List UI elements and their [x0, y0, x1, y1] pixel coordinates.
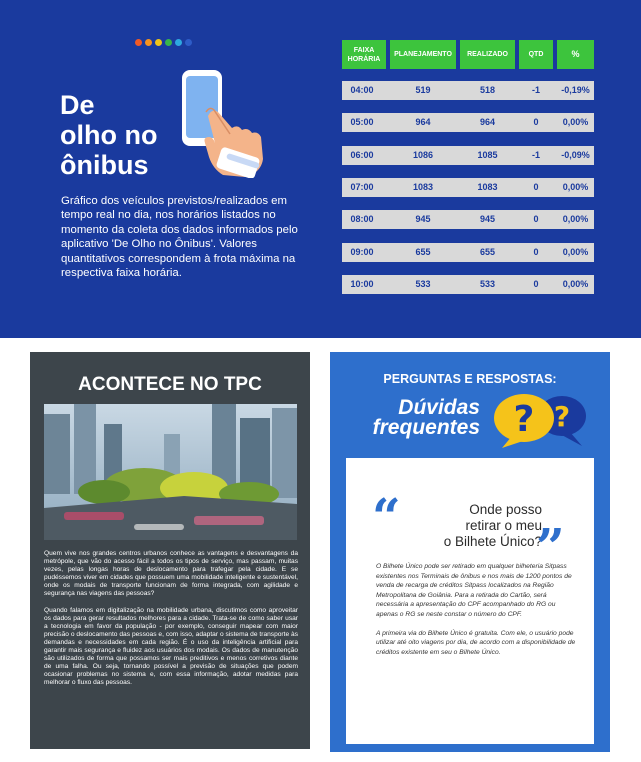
cell-faixa: 10:00 — [350, 279, 374, 289]
cell-percent: -0,09% — [561, 150, 590, 160]
dot-amber-icon — [145, 39, 152, 46]
cell-faixa: 04:00 — [350, 85, 374, 95]
hero-title-line-3: ônibus — [60, 150, 149, 180]
faq-question-line-1: Onde posso — [469, 502, 542, 517]
cell-qtd: 0 — [533, 182, 539, 192]
cell-qtd: 0 — [533, 214, 539, 224]
news-body — [44, 550, 298, 696]
faq-answer-paragraph-2: A primeira via do Bilhete Único é gratuita. Com ele, o usuário pode utilizar até oito viagens por dia, de acordo com a disponibilidade de créditos existente em seu o Bilhete Único. — [376, 629, 576, 656]
cell-percent: 0,00% — [562, 214, 589, 224]
table-row — [342, 243, 594, 262]
table-row — [342, 81, 594, 100]
cell-percent: 0,00% — [562, 117, 589, 127]
cell-planejamento: 519 — [415, 85, 431, 95]
faq-panel — [330, 352, 610, 752]
cell-realizado: 964 — [479, 117, 496, 127]
dot-green-icon — [165, 39, 172, 46]
news-heading: ACONTECE NO TPC — [78, 374, 262, 395]
cell-planejamento: 1083 — [412, 182, 434, 192]
faq-question-line-2: retirar o meu — [465, 518, 542, 533]
cell-realizado: 533 — [479, 279, 496, 289]
table-header-faixa: FAIXA HORÁRIA — [342, 40, 386, 69]
hero-title-line-1: De — [60, 90, 95, 120]
table-header-planejamento: PLANEJAMENTO — [390, 40, 456, 69]
faq-title-line-1: Dúvidas — [398, 396, 480, 419]
table-header-realizado: REALIZADO — [460, 40, 515, 69]
dot-orange-icon — [135, 39, 142, 46]
cell-planejamento: 1086 — [412, 150, 434, 160]
cell-qtd: 0 — [533, 247, 539, 257]
cell-realizado: 1083 — [477, 182, 498, 192]
cell-faixa: 06:00 — [350, 150, 374, 160]
news-paragraph-2: Quando falamos em digitalização na mobilidade urbana, discutimos como aproveitar os dados para gerar resultados melhores para a cidade. Trata-se de como saber usar a tecnologia em favor da população - por exemplo, conseguir mapear com maior precisão o deslocamento das pessoas e, com isso, adaptar o sistema de transporte às demandas e necessidades em cada região. É o uso da inteligência artificial para garantir mais segurança e fluidez aos usuários dos modais. Os dados de manutenção são utilizados de forma que possamos ser mais preditivos e menos corretivos diante de uma falha. Ou seja, tornando possível a previsão de situações que podem ocasionar problemas no sistema e, com essa informação, adotar medidas para melhorar o fluxo das pessoas. — [44, 606, 298, 687]
dot-blue-icon — [185, 39, 192, 46]
faq-question — [416, 502, 542, 550]
cell-qtd: -1 — [531, 85, 540, 95]
table-header-percent: % — [557, 40, 594, 69]
news-paragraph-1: Quem vive nos grandes centros urbanos conhece as vantagens e desvantagens da metrópole, que vão do acesso fácil a todos os tipos de serviço, mas passam, muitas vezes, pelas longas horas de deslocamento para trafegar pela cidade. E se pudéssemos viver em cidades que possuem uma mobilidade inteligente e sustentável, onde os modais de transporte funcionam de forma integrada, com agilidade e segurança nas viagens das pessoas? — [44, 550, 298, 598]
faq-card — [346, 458, 594, 744]
cell-realizado: 655 — [479, 247, 496, 257]
cell-qtd: 0 — [533, 279, 539, 289]
faq-title-line-2: frequentes — [372, 416, 480, 439]
hero-description: Gráfico dos veículos previstos/realizados em tempo real no dia, nos horários listados no momento da coleta dos dados informados pelo aplicativo 'De Olho no Ônibus'. Valores quantitativos correspondem à frota máxima na respectiva faixa horária. — [61, 195, 298, 280]
table-row — [342, 146, 594, 165]
news-panel — [30, 352, 310, 749]
dot-yellow-icon — [155, 39, 162, 46]
cell-faixa: 09:00 — [350, 247, 374, 257]
cell-realizado: 1085 — [477, 150, 498, 160]
cell-faixa: 08:00 — [350, 214, 374, 224]
svg-text:?: ? — [553, 400, 571, 433]
cell-planejamento: 655 — [415, 247, 431, 257]
faq-answer-paragraph-1: O Bilhete Único pode ser retirado em qualquer bilheteria Sitpass existentes nos Terminais de ônibus e nos mais de 1200 pontos de venda de recarga de créditos Sitpass localizados na Região Metropolitana de Goiânia. Para a retirada do Cartão, será necessária a apresentação do CPF acompanhado do RG ou apenas o RG se neste constar o número do CPF. — [376, 563, 572, 618]
faq-heading: PERGUNTAS E RESPOSTAS: — [383, 372, 557, 386]
open-quote-icon: “ — [372, 487, 401, 546]
cell-faixa: 05:00 — [350, 117, 374, 127]
cell-percent: 0,00% — [562, 279, 589, 289]
table-row — [342, 113, 594, 132]
top-banner — [0, 0, 641, 338]
table-header-qtd: QTD — [519, 40, 553, 69]
cell-planejamento: 945 — [415, 214, 431, 224]
close-quote-icon: ” — [536, 517, 565, 576]
svg-text:?: ? — [513, 399, 535, 440]
city-traffic-photo — [44, 404, 297, 540]
faq-question-line-3: o Bilhete Único? — [443, 534, 542, 549]
cell-realizado: 518 — [479, 85, 496, 95]
faq-title — [358, 398, 480, 438]
dot-cyan-icon — [175, 39, 182, 46]
cell-realizado: 945 — [479, 214, 496, 224]
cell-percent: 0,00% — [562, 247, 589, 257]
cell-percent: 0,00% — [562, 182, 589, 192]
cell-qtd: 0 — [533, 117, 539, 127]
hero-title-line-2: olho no — [60, 120, 158, 150]
cell-faixa: 07:00 — [350, 182, 374, 192]
cell-percent: -0,19% — [561, 85, 590, 95]
cell-planejamento: 533 — [415, 279, 431, 289]
cell-planejamento: 964 — [415, 117, 431, 127]
cell-qtd: -1 — [531, 150, 540, 160]
table-row — [342, 178, 594, 197]
color-dots — [135, 39, 192, 46]
table-row — [342, 275, 594, 294]
faq-answer — [376, 562, 576, 666]
hand-touching-phone-icon — [172, 68, 282, 178]
question-bubbles-icon — [490, 390, 590, 448]
table-row — [342, 210, 594, 229]
